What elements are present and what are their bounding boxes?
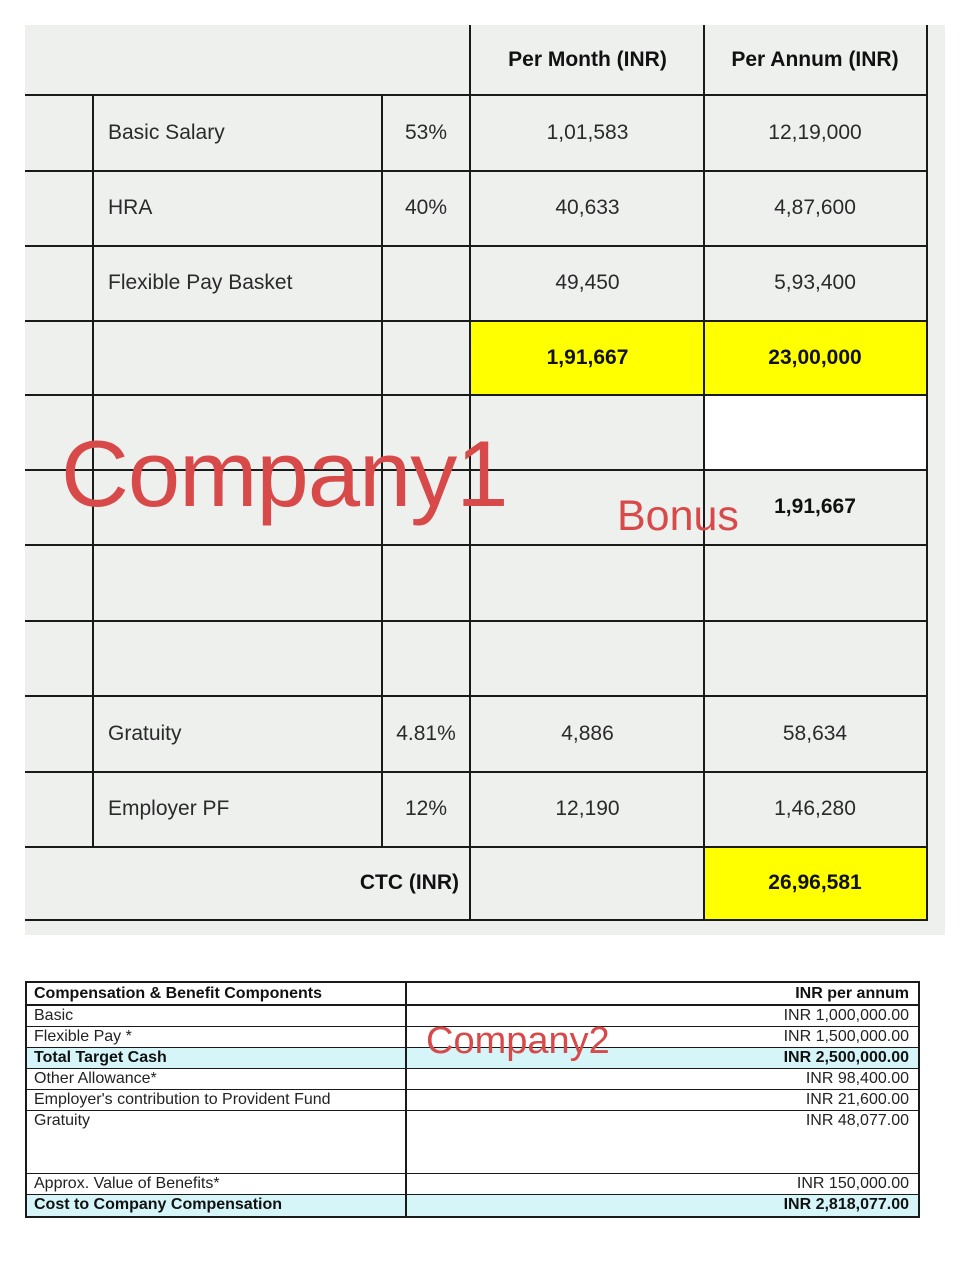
c2-gratuity-label: Gratuity — [34, 1112, 91, 1129]
company1-salary-table — [25, 25, 945, 935]
header-per-annum: Per Annum (INR) — [731, 47, 899, 71]
employer-pf-pct: 12% — [404, 797, 448, 820]
c2-pf-value: INR 21,600.00 — [805, 1091, 909, 1108]
bonus-watermark: Bonus — [617, 492, 739, 540]
ctc-annum: 26,96,581 — [768, 871, 862, 894]
gratuity-pct: 4.81% — [396, 721, 456, 745]
employer-pf-label: Employer PF — [108, 797, 230, 820]
basic-salary-month: 1,01,583 — [546, 120, 629, 144]
gratuity-annum: 58,634 — [782, 721, 848, 745]
employer-pf-month: 12,190 — [555, 797, 620, 820]
c2-gratuity-value: INR 48,077.00 — [805, 1112, 909, 1129]
c2-flexible-value: INR 1,500,000.00 — [783, 1028, 909, 1045]
basic-salary-annum: 12,19,000 — [768, 120, 862, 144]
c2-ctc-value: INR 2,818,077.00 — [783, 1196, 909, 1213]
ctc-label: CTC (INR) — [359, 871, 459, 894]
basic-salary-label: Basic Salary — [108, 120, 225, 144]
c2-other-allowance-value: INR 98,400.00 — [805, 1070, 909, 1087]
flexible-pay-annum: 5,93,400 — [774, 271, 856, 294]
c2-other-allowance-label: Other Allowance* — [34, 1070, 157, 1087]
hra-month: 40,633 — [555, 196, 620, 219]
c2-benefits-value: INR 150,000.00 — [796, 1175, 909, 1192]
flexible-pay-label: Flexible Pay Basket — [108, 271, 293, 294]
company2-watermark: Company2 — [426, 1020, 610, 1062]
c2-total-cash-value: INR 2,500,000.00 — [783, 1049, 909, 1066]
blank-white-cell — [705, 396, 926, 469]
gratuity-month: 4,886 — [561, 721, 614, 745]
c2-basic-label: Basic — [34, 1007, 74, 1024]
header-per-month: Per Month (INR) — [508, 47, 667, 71]
c2-basic-value: INR 1,000,000.00 — [783, 1007, 909, 1024]
subtotal-month: 1,91,667 — [546, 345, 629, 369]
c2-ctc-label: Cost to Company Compensation — [34, 1196, 283, 1213]
c2-header-value: INR per annum — [795, 985, 909, 1002]
basic-salary-pct: 53% — [404, 120, 448, 144]
flexible-pay-month: 49,450 — [555, 271, 620, 294]
c2-header-label: Compensation & Benefit Components — [34, 985, 323, 1002]
c2-total-cash-label: Total Target Cash — [34, 1049, 167, 1066]
employer-pf-annum: 1,46,280 — [774, 797, 856, 820]
c2-pf-label: Employer's contribution to Provident Fund — [34, 1091, 331, 1108]
subtotal-annum: 23,00,000 — [768, 345, 862, 369]
hra-annum: 4,87,600 — [774, 196, 856, 219]
hra-pct: 40% — [404, 196, 448, 219]
c2-flexible-label: Flexible Pay * — [34, 1028, 132, 1045]
gratuity-label: Gratuity — [108, 721, 182, 745]
c2-benefits-label: Approx. Value of Benefits* — [34, 1175, 220, 1192]
bonus-annum: 1,91,667 — [774, 495, 856, 518]
company2-compensation-table — [25, 980, 920, 1220]
company1-watermark: Company1 — [61, 421, 508, 526]
hra-label: HRA — [108, 196, 153, 219]
